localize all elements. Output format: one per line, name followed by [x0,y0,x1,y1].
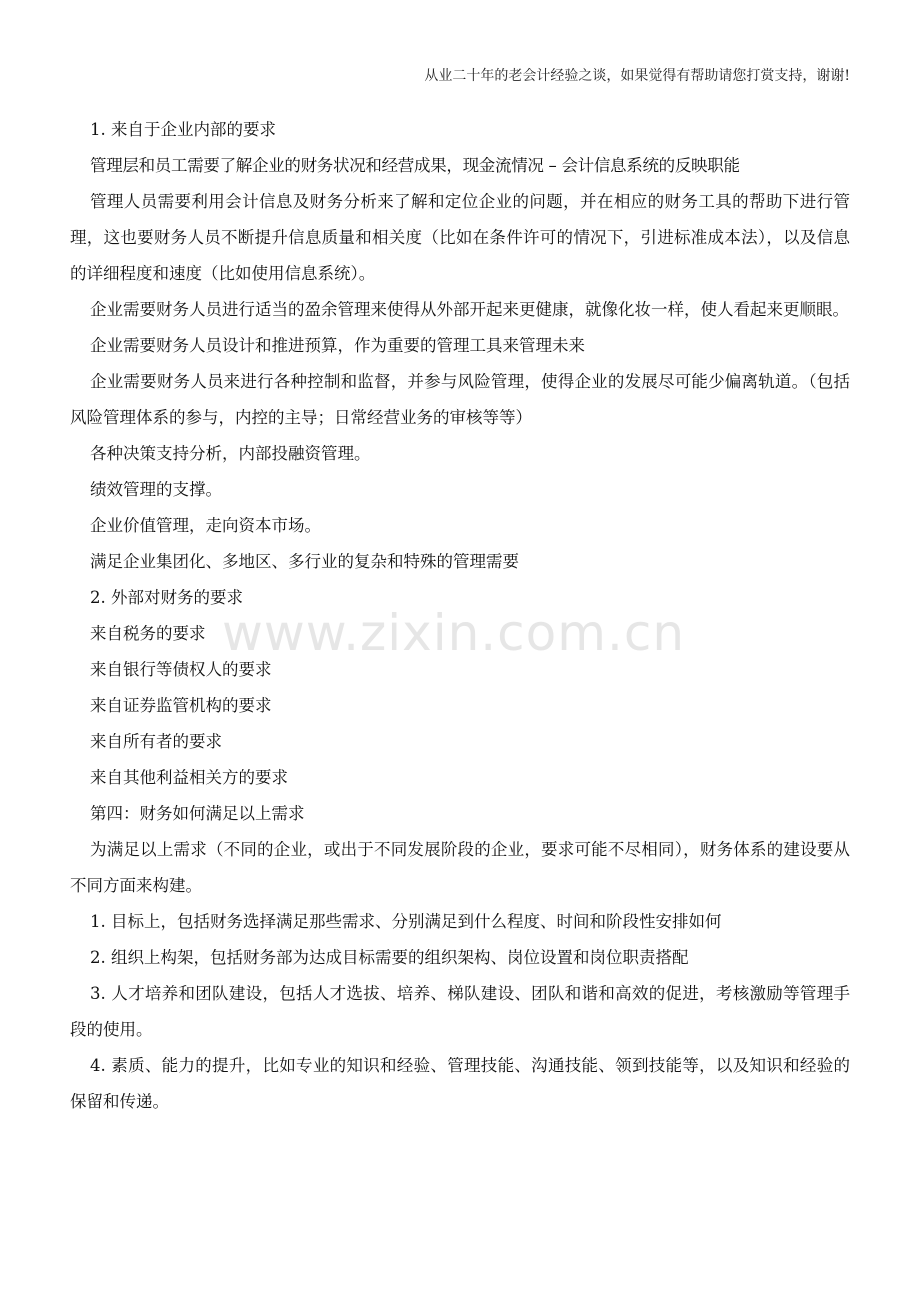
paragraph: 管理人员需要利用会计信息及财务分析来了解和定位企业的问题，并在相应的财务工具的帮助下进行管理，这也要财务人员不断提升信息质量和相关度（比如在条件许可的情况下，引进标准成本法），以及信息的详细程度和速度（比如使用信息系统）。 [70,192,850,283]
header-note: 从业二十年的老会计经验之谈，如果觉得有帮助请您打赏支持，谢谢! [424,68,850,84]
paragraph: 企业需要财务人员来进行各种控制和监督，并参与风险管理，使得企业的发展尽可能少偏离轨道。（包括风险管理体系的参与，内控的主导；日常经营业务的审核等等） [70,372,850,427]
paragraph: 管理层和员工需要了解企业的财务状况和经营成果，现金流情况 – 会计信息系统的反映职能 [90,156,740,175]
paragraph: 绩效管理的支撑。 [90,480,222,499]
list-item: 来自证券监管机构的要求 [90,696,272,715]
section-heading-internal: 1. 来自于企业内部的要求 [90,120,276,139]
list-item: 来自税务的要求 [90,624,206,643]
paragraph: 各种决策支持分析，内部投融资管理。 [90,444,371,463]
paragraph: 企业需要财务人员进行适当的盈余管理来使得从外部开起来更健康，就像化妆一样，使人看起来更顺眼。 [90,300,849,319]
paragraph: 企业需要财务人员设计和推进预算，作为重要的管理工具来管理未来 [90,336,585,355]
list-item: 4. 素质、能力的提升，比如专业的知识和经验、管理技能、沟通技能、领到技能等，以及知识和经验的保留和传递。 [70,1056,850,1111]
list-item: 来自其他利益相关方的要求 [90,768,288,787]
list-item: 3. 人才培养和团队建设，包括人才选拔、培养、梯队建设、团队和谐和高效的促进，考核激励等管理手段的使用。 [70,984,850,1039]
document-body [70,112,850,1120]
list-item: 1. 目标上，包括财务选择满足那些需求、分别满足到什么程度、时间和阶段性安排如何 [90,912,722,931]
section-heading-fourth: 第四：财务如何满足以上需求 [90,804,305,823]
paragraph: 为满足以上需求（不同的企业，或出于不同发展阶段的企业，要求可能不尽相同），财务体系的建设要从不同方面来构建。 [70,840,850,895]
section-heading-external: 2. 外部对财务的要求 [90,588,243,607]
watermark: www.zixin.com.cn [222,604,686,662]
list-item: 2. 组织上构架，包括财务部为达成目标需要的组织架构、岗位设置和岗位职责搭配 [90,948,689,967]
list-item: 来自银行等债权人的要求 [90,660,272,679]
paragraph: 满足企业集团化、多地区、多行业的复杂和特殊的管理需要 [90,552,519,571]
paragraph: 企业价值管理，走向资本市场。 [90,516,321,535]
list-item: 来自所有者的要求 [90,732,222,751]
